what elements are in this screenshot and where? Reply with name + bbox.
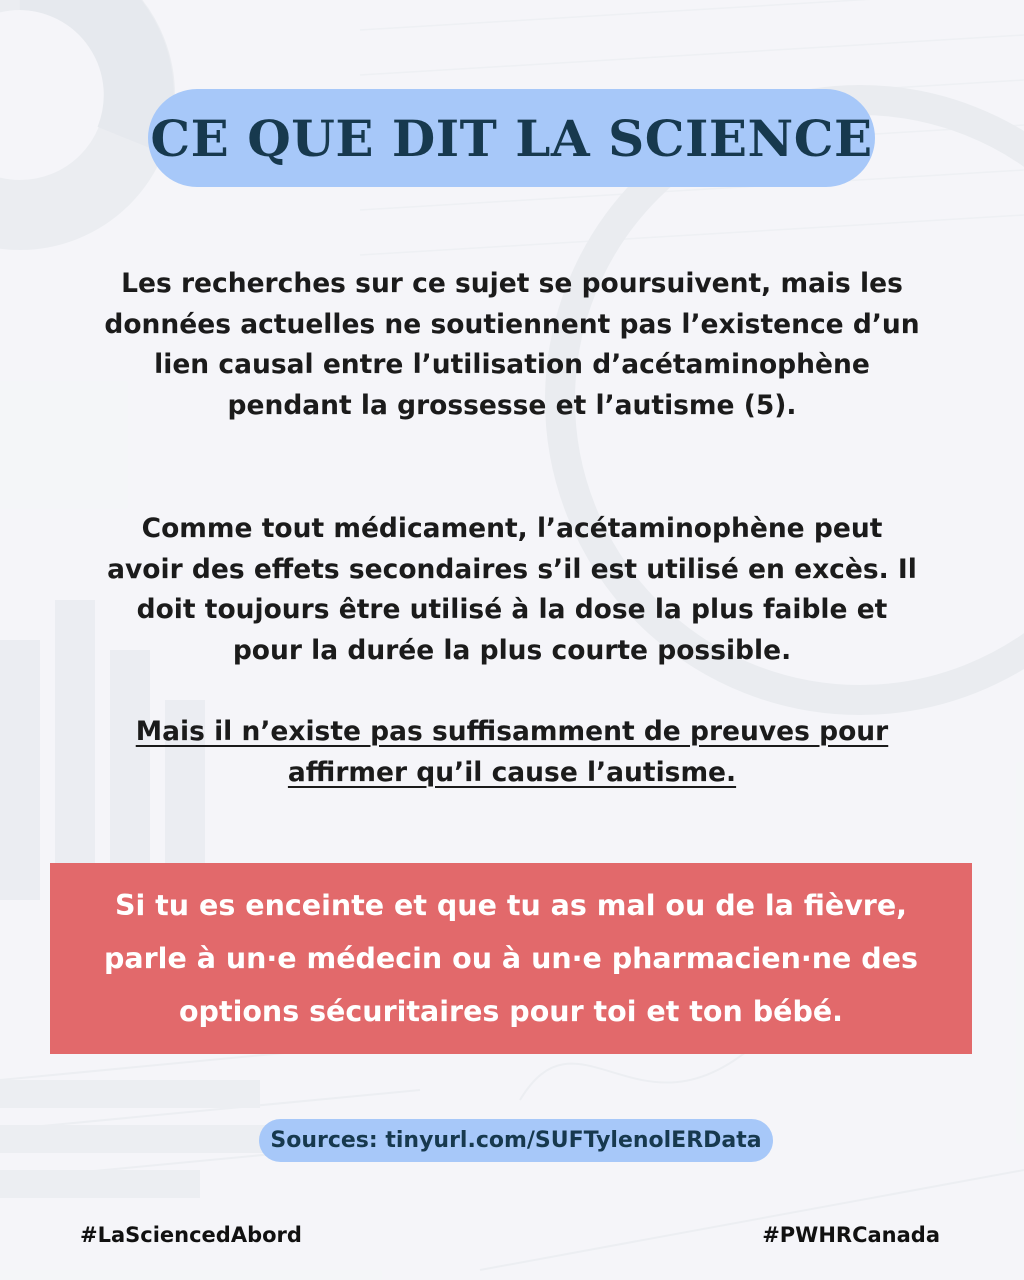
sources-pill (259, 1119, 773, 1162)
advice-callout (50, 863, 972, 1054)
hashtag-left: #LaSciencedAbord (80, 1223, 302, 1247)
page-title: CE QUE DIT LA SCIENCE (150, 108, 873, 168)
research-paragraph: Les recherches sur ce sujet se poursuivent, mais les données actuelles ne soutiennent pas l’existence d’un lien causal entre l’utilisation d’acétaminophène pendant la grossesse et l’autisme (5). (104, 268, 920, 421)
side-effects-paragraph: Comme tout médicament, l’acétaminophène peut avoir des effets secondaires s’il est utilisé en excès. Il doit toujours être utilisé à la dose la plus faible et pour la durée la plus courte possible. (107, 513, 917, 666)
conclusion-paragraph: Mais il n’existe pas suffisamment de preuves pour affirmer qu’il cause l’autisme. (135, 716, 889, 788)
sources-link[interactable]: Sources: tinyurl.com/SUFTylenolERData (270, 1128, 762, 1153)
hashtag-right: #PWHRCanada (762, 1223, 940, 1247)
title-banner (148, 89, 875, 187)
advice-text: Si tu es enceinte et que tu as mal ou de la fièvre, parle à un·e médecin ou à un·e pharmacien·ne des options sécuritaires pour toi et ton bébé. (103, 889, 918, 1028)
